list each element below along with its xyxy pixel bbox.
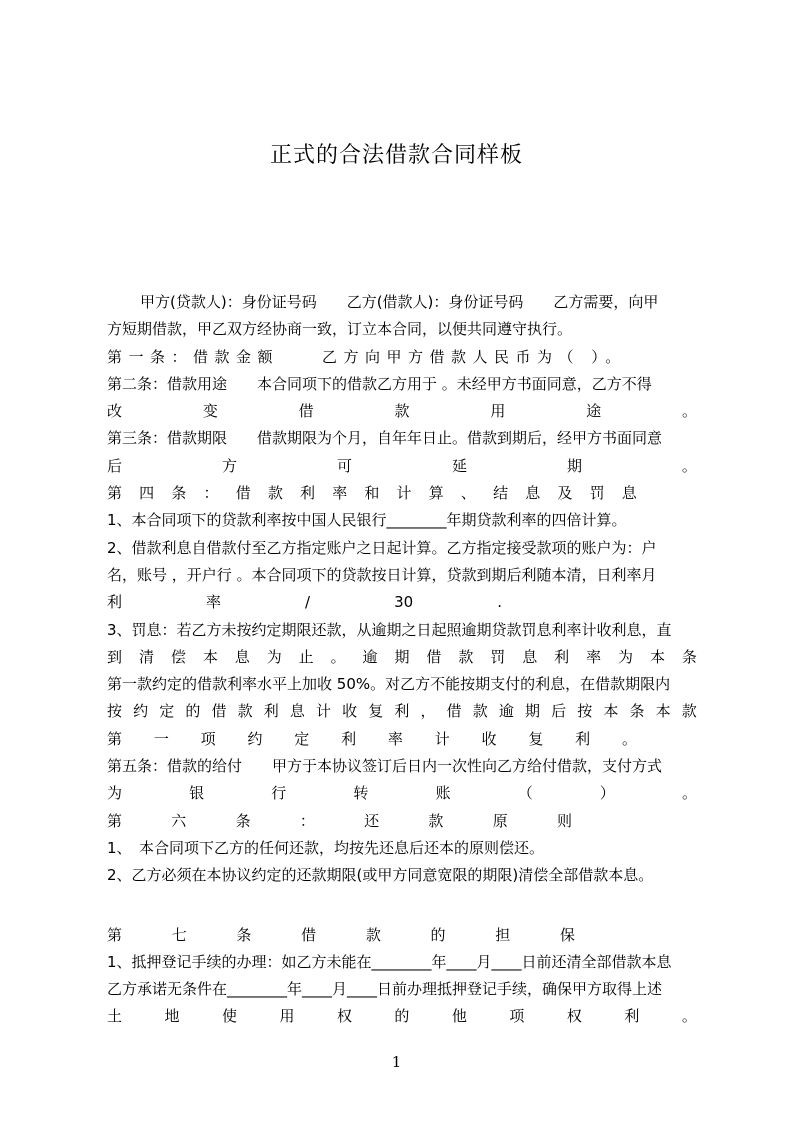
justified-segment: 。	[681, 402, 697, 421]
justified-segment: 延	[451, 456, 467, 475]
article-5-line: 第五条：借款的给付 甲方于本协议签订后日内一次性向乙方给付借款，支付方式	[107, 757, 663, 776]
justified-line	[107, 698, 697, 725]
justified-segment: 利	[624, 1007, 640, 1026]
justified-segment: /	[305, 593, 311, 612]
justified-segment: 止	[298, 647, 314, 666]
justified-segment: 第	[107, 811, 123, 830]
justified-segment: 款	[237, 702, 253, 721]
justified-segment: 逾	[362, 647, 378, 666]
contract-line: 1、 本合同项下乙方的任何还款，均按先还息后还本的原则偿还。	[107, 838, 545, 857]
justified-line	[107, 726, 637, 753]
justified-segment: 为	[618, 647, 634, 666]
justified-segment: 逾	[498, 702, 514, 721]
justified-segment: 七	[171, 925, 187, 944]
article-1-line: 第一条：借款金额 乙方向甲方借款人民币为（ ）。	[107, 347, 627, 366]
justified-segment: 款	[458, 647, 474, 666]
justified-segment: 。	[681, 784, 697, 803]
justified-segment: 他	[451, 1007, 467, 1026]
justified-segment: 借	[211, 702, 227, 721]
justified-segment: 定	[159, 702, 175, 721]
justified-segment: 为	[107, 784, 123, 803]
justified-segment: 和	[364, 484, 380, 503]
justified-segment: 定	[294, 729, 310, 748]
justified-segment: 借	[446, 702, 462, 721]
justified-segment: 期	[566, 456, 582, 475]
justified-segment: 款	[267, 484, 283, 503]
justified-segment: 借	[235, 484, 251, 503]
contract-body	[107, 289, 697, 1031]
justified-segment: 方	[221, 456, 237, 475]
justified-segment: 原	[492, 811, 508, 830]
contract-line: 1、本合同项下的贷款利率按中国人民银行________年期贷款利率的四倍计算。	[107, 511, 627, 530]
justified-segment: 息	[234, 647, 250, 666]
justified-segment: 后	[107, 456, 123, 475]
justified-line	[107, 589, 502, 616]
justified-segment: 担	[495, 925, 511, 944]
article-6-heading	[107, 808, 572, 835]
justified-segment: 息	[621, 484, 637, 503]
justified-segment: 到	[107, 647, 123, 666]
justified-segment: 按	[107, 702, 123, 721]
contract-line: 第一款约定的借款利率水平上加收 50%。对乙方不能按期支付的利息，在借款期限内	[107, 675, 671, 694]
justified-segment: 。	[330, 647, 346, 666]
justified-segment: 条	[629, 702, 645, 721]
justified-segment: 本	[655, 702, 671, 721]
justified-segment: 用	[490, 402, 506, 421]
justified-segment: 本	[649, 647, 665, 666]
justified-segment: 项	[200, 729, 216, 748]
justified-segment: 率	[206, 593, 222, 612]
justified-segment: 利	[300, 484, 316, 503]
contract-line: 甲方(贷款人)：身份证号码 乙方(借款人)：身份证号码 乙方需要，向甲	[140, 293, 659, 311]
justified-segment: 款	[681, 702, 697, 721]
justified-segment: 则	[556, 811, 572, 830]
justified-segment: 用	[279, 1007, 295, 1026]
justified-segment: 30	[394, 593, 414, 612]
justified-segment: 罚	[490, 647, 506, 666]
justified-segment: 。	[681, 1007, 697, 1026]
justified-segment: 计	[316, 702, 332, 721]
justified-segment: 的	[430, 925, 446, 944]
justified-segment: 期	[525, 702, 541, 721]
justified-segment: 行	[271, 784, 287, 803]
justified-segment: 的	[394, 1007, 410, 1026]
contract-line: 方短期借款，甲乙双方经协商一致，订立本合同，以便共同遵守执行。	[107, 320, 573, 339]
justified-segment: 罚	[589, 484, 605, 503]
justified-segment: 第	[107, 729, 123, 748]
justified-line	[107, 1003, 697, 1030]
justified-segment: 四	[139, 484, 155, 503]
justified-segment: 。	[621, 729, 637, 748]
contract-line: 2、乙方必须在本协议约定的还款期限(或甲方同意宽限的期限)清偿全部借款本息。	[107, 866, 654, 885]
justified-segment: 条	[681, 647, 697, 666]
justified-segment: 计	[396, 484, 412, 503]
justified-segment: 条	[171, 484, 187, 503]
article-4-heading	[107, 480, 637, 507]
justified-segment: 变	[202, 402, 218, 421]
justified-segment: 偿	[170, 647, 186, 666]
justified-segment: 率	[387, 729, 403, 748]
justified-segment: 可	[336, 456, 352, 475]
justified-segment: 权	[566, 1007, 582, 1026]
justified-segment: 保	[559, 925, 575, 944]
justified-segment: 为	[266, 647, 282, 666]
justified-segment: 率	[332, 484, 348, 503]
justified-segment: 约	[247, 729, 263, 748]
justified-segment: 借	[426, 647, 442, 666]
justified-segment: 利	[263, 702, 279, 721]
justified-segment: 利	[554, 647, 570, 666]
justified-segment: 款	[365, 925, 381, 944]
justified-segment: 银	[189, 784, 205, 803]
justified-segment: 。	[681, 456, 697, 475]
justified-segment: 转	[353, 784, 369, 803]
justified-segment: 条	[236, 925, 252, 944]
justified-segment: 、	[460, 484, 476, 503]
page-number: 1	[391, 1053, 402, 1071]
justified-segment: 息	[525, 484, 541, 503]
contract-line: 3、罚息：若乙方未按约定期限还款，从逾期之日起照逾期贷款罚息利率计收利息，直	[107, 620, 672, 639]
justified-segment: 土	[107, 1007, 123, 1026]
justified-segment: 第	[107, 925, 123, 944]
article-7-heading	[107, 922, 575, 949]
justified-segment: 条	[235, 811, 251, 830]
justified-segment: 结	[493, 484, 509, 503]
justified-segment: 及	[557, 484, 573, 503]
justified-segment: 第	[107, 484, 123, 503]
justified-segment: 款	[394, 402, 410, 421]
article-2-line: 第二条：借款用途 本合同项下的借款乙方用于 。未经甲方书面同意，乙方不得	[107, 374, 652, 393]
justified-segment: 期	[394, 647, 410, 666]
justified-line	[107, 398, 697, 425]
justified-segment: .	[497, 593, 502, 612]
justified-segment: ，	[420, 702, 436, 721]
justified-segment: 款	[472, 702, 488, 721]
justified-line	[107, 780, 697, 807]
contract-line: 1、抵押登记手续的办理：如乙方未能在________年____月____日前还清全部借款本息	[107, 952, 672, 971]
justified-segment: 息	[522, 647, 538, 666]
justified-segment: 六	[171, 811, 187, 830]
justified-segment: 算	[428, 484, 444, 503]
justified-segment: （	[517, 784, 533, 803]
justified-segment: 收	[481, 729, 497, 748]
justified-segment: 收	[342, 702, 358, 721]
justified-segment: 利	[394, 702, 410, 721]
justified-segment: 本	[202, 647, 218, 666]
justified-line	[107, 453, 697, 480]
justified-segment: 一	[153, 729, 169, 748]
contract-line: 2、借款利息自借款付至乙方指定账户之日起计算。乙方指定接受款项的账户为：户	[107, 538, 657, 557]
justified-segment: ：	[299, 811, 315, 830]
justified-segment: 权	[336, 1007, 352, 1026]
justified-segment: 复	[368, 702, 384, 721]
justified-segment: 还	[364, 811, 380, 830]
justified-segment: ：	[203, 484, 219, 503]
justified-segment: 约	[133, 702, 149, 721]
justified-line	[107, 644, 697, 671]
justified-segment: 使	[221, 1007, 237, 1026]
justified-segment: 借	[301, 925, 317, 944]
justified-segment: 本	[603, 702, 619, 721]
justified-segment: 途	[586, 402, 602, 421]
justified-segment: 利	[341, 729, 357, 748]
justified-segment: 项	[509, 1007, 525, 1026]
justified-segment: 款	[428, 811, 444, 830]
justified-segment: 按	[577, 702, 593, 721]
justified-segment: 息	[289, 702, 305, 721]
justified-segment: 计	[434, 729, 450, 748]
justified-segment: 账	[435, 784, 451, 803]
justified-segment: 复	[528, 729, 544, 748]
justified-segment: ）	[599, 784, 615, 803]
justified-segment: 率	[586, 647, 602, 666]
justified-segment: 后	[551, 702, 567, 721]
justified-segment: 地	[164, 1007, 180, 1026]
justified-segment: 利	[575, 729, 591, 748]
justified-segment: 清	[138, 647, 154, 666]
article-3-line: 第三条：借款期限 借款期限为个月，自年年日止。借款到期后，经甲方书面同意	[107, 429, 663, 448]
document-title: 正式的合法借款合同样板	[269, 143, 523, 168]
justified-segment: 利	[107, 593, 123, 612]
justified-segment: 改	[107, 402, 123, 421]
justified-segment: 的	[185, 702, 201, 721]
justified-segment: 借	[298, 402, 314, 421]
contract-line: 名，账号 ，开户行 。本合同项下的贷款按日计算，贷款到期后利随本清，日利率月	[107, 565, 657, 584]
contract-line: 乙方承诺无条件在________年____月____日前办理抵押登记手续，确保甲方取得上述	[107, 980, 663, 999]
